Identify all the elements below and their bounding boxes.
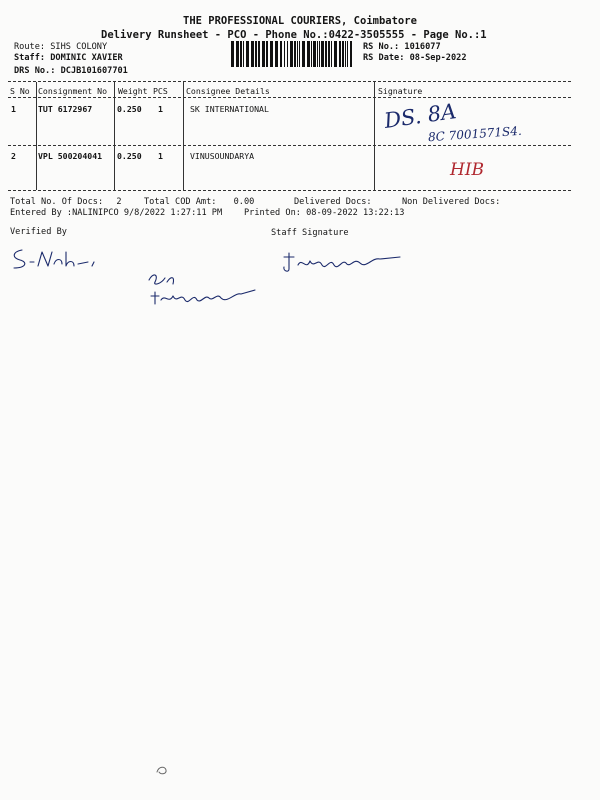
barcode-bar — [236, 41, 239, 67]
col-header-pcs: PCS — [153, 86, 168, 96]
barcode-bar — [325, 41, 327, 67]
verified-by-label: Verified By — [10, 227, 67, 237]
rs-no-line — [363, 42, 441, 52]
printed-on — [244, 208, 404, 218]
row1-consignee: SK INTERNATIONAL — [190, 104, 269, 114]
col-divider-4 — [374, 82, 375, 190]
barcode-bar — [342, 41, 344, 67]
cod-label: Total COD Amt: — [144, 197, 217, 207]
barcode-bar — [321, 41, 324, 67]
route-label: Route: — [14, 42, 46, 52]
barcode-bar — [311, 41, 312, 67]
row2-weight: 0.250 — [117, 151, 142, 161]
barcode-bar — [287, 41, 288, 67]
rs-no-label: RS No.: — [363, 42, 400, 52]
barcode-bar — [299, 41, 300, 67]
barcode-bar — [246, 41, 249, 67]
rs-no-value: 1016077 — [404, 42, 441, 52]
barcode-bar — [339, 41, 341, 67]
barcode-bar — [258, 41, 260, 67]
total-docs-label: Total No. Of Docs: — [10, 197, 104, 207]
non-delivered-docs-label: Non Delivered Docs: — [402, 197, 501, 207]
staff-signature-label: Staff Signature — [271, 228, 349, 238]
barcode — [230, 41, 356, 67]
staff-line — [14, 53, 123, 63]
drs-label: DRS No.: — [14, 66, 56, 76]
drs-line — [14, 66, 128, 76]
barcode-bar — [231, 41, 234, 67]
barcode-bar — [297, 41, 298, 67]
barcode-bar — [266, 41, 268, 67]
row1-handwritten-signature: DS. 8A — [382, 99, 458, 133]
row2-sno: 2 — [11, 151, 16, 161]
barcode-bar — [284, 41, 285, 67]
barcode-bar — [350, 41, 352, 67]
rs-date-label: RS Date: — [363, 53, 405, 63]
table-bottom-rule — [8, 190, 571, 191]
middle-signature — [145, 270, 260, 310]
entered-label: Entered By : — [10, 208, 73, 218]
row1-consignment: TUT 6172967 — [38, 104, 93, 114]
barcode-bar — [255, 41, 257, 67]
col-header-weight: Weight — [118, 86, 148, 96]
barcode-bar — [275, 41, 278, 67]
barcode-graphic — [230, 41, 356, 67]
table-header-rule — [8, 97, 571, 98]
col-header-consignment: Consignment No — [38, 86, 108, 96]
barcode-bar — [317, 41, 318, 67]
col-header-signature: Signature — [378, 86, 423, 96]
barcode-bar — [307, 41, 310, 67]
route-line — [14, 42, 107, 52]
entered-value: NALINIPCO 9/8/2022 1:27:11 PM — [72, 208, 223, 218]
barcode-bar — [290, 41, 293, 67]
rs-date-value: 08-Sep-2022 — [409, 53, 467, 63]
printed-value: 08-09-2022 13:22:13 — [306, 208, 405, 218]
barcode-bar — [240, 41, 242, 67]
barcode-bar — [347, 41, 348, 67]
staff-label: Staff: — [14, 53, 46, 63]
cod-value: 0.00 — [233, 197, 255, 207]
row1-handwritten-phone: 8C 7001571S4. — [427, 123, 523, 145]
col-header-sno: S No — [10, 86, 30, 96]
total-docs — [10, 197, 122, 207]
cod-amount — [144, 197, 254, 207]
barcode-bar — [280, 41, 282, 67]
col-divider-2 — [114, 82, 115, 190]
row2-handwritten-mark: HIB — [450, 160, 485, 180]
drs-value: DCJB101607701 — [60, 66, 128, 76]
barcode-bar — [294, 41, 296, 67]
staff-signature — [280, 249, 405, 279]
entered-by — [10, 208, 222, 218]
verified-by-signature — [8, 246, 108, 272]
col-divider-3 — [183, 82, 184, 190]
col-divider-1 — [36, 82, 37, 190]
staff-value: DOMINIC XAVIER — [50, 53, 123, 63]
total-docs-value: 2 — [116, 197, 122, 207]
barcode-bar — [262, 41, 265, 67]
barcode-bar — [345, 41, 346, 67]
row1-pcs: 1 — [158, 104, 163, 114]
table-row-rule — [8, 145, 571, 146]
barcode-bar — [334, 41, 337, 67]
runsheet-subtitle: Delivery Runsheet - PCO - Phone No.:0422-3505555 - Page No.:1 — [101, 29, 487, 41]
row2-pcs: 1 — [158, 151, 163, 161]
barcode-bar — [270, 41, 273, 67]
barcode-bar — [328, 41, 330, 67]
col-header-consignee: Consignee Details — [186, 86, 270, 96]
barcode-bar — [313, 41, 316, 67]
delivered-docs-label: Delivered Docs: — [294, 197, 372, 207]
barcode-bar — [251, 41, 254, 67]
stray-mark — [155, 764, 169, 776]
barcode-bar — [243, 41, 244, 67]
row2-consignment: VPL 500204041 — [38, 151, 103, 161]
row2-consignee: VINUSOUNDARYA — [190, 151, 255, 161]
row1-weight: 0.250 — [117, 104, 142, 114]
barcode-bar — [302, 41, 305, 67]
row1-sno: 1 — [11, 104, 16, 114]
barcode-bar — [331, 41, 332, 67]
route-value: SIHS COLONY — [50, 42, 108, 52]
rs-date-line — [363, 53, 467, 63]
barcode-bar — [319, 41, 320, 67]
table-top-rule — [8, 81, 571, 82]
company-title: THE PROFESSIONAL COURIERS, Coimbatore — [183, 15, 417, 27]
printed-label: Printed On: — [244, 208, 301, 218]
